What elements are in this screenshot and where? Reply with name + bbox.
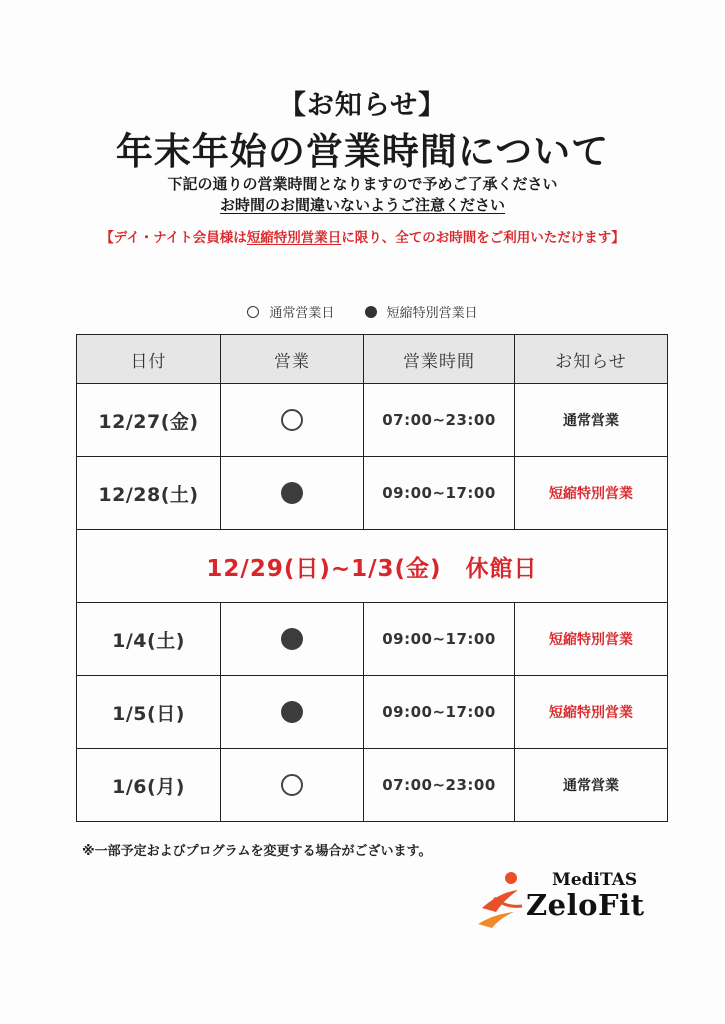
- filled-circle-icon: [281, 628, 303, 650]
- header-date: 日付: [77, 335, 221, 384]
- row-note: 短縮特別営業: [515, 603, 668, 676]
- logo-main-text: ZeloFit: [526, 888, 645, 922]
- row-note: 短縮特別営業: [515, 457, 668, 530]
- schedule-table: [76, 334, 668, 822]
- row-mark: [221, 603, 364, 676]
- member-notice-prefix: 【デイ・ナイト会員様は: [100, 230, 247, 246]
- table-header-row: [77, 335, 668, 384]
- row-date: 1/6(月): [77, 749, 221, 822]
- legend-open-label: 通常営業日: [269, 306, 335, 321]
- table-row: [77, 676, 668, 749]
- closed-period-text: 12/29(日)~1/3(金) 休館日: [77, 530, 668, 603]
- filled-circle-icon: [281, 701, 303, 723]
- row-hours: 09:00~17:00: [364, 457, 515, 530]
- page-title: 年末年始の営業時間について: [115, 130, 610, 173]
- row-hours: 07:00~23:00: [364, 749, 515, 822]
- table-row: [77, 384, 668, 457]
- subtitle-caution: お時間のお間違いないようご注意ください: [219, 196, 505, 214]
- legend: [0, 302, 725, 321]
- filled-circle-icon: [365, 306, 377, 318]
- closed-period-row: [77, 530, 668, 603]
- logo-top-text: MediTAS: [552, 870, 638, 890]
- row-hours: 09:00~17:00: [364, 603, 515, 676]
- member-notice: [0, 226, 725, 246]
- notice-heading: 【お知らせ】: [278, 90, 447, 121]
- row-date: 1/5(日): [77, 676, 221, 749]
- table-row: [77, 457, 668, 530]
- table-row: [77, 603, 668, 676]
- row-mark: [221, 384, 364, 457]
- header-status: 営業: [221, 335, 364, 384]
- open-circle-icon: [247, 306, 259, 318]
- subtitle: 下記の通りの営業時間となりますので予めご了承ください: [167, 175, 558, 193]
- footnote: ※一部予定およびプログラムを変更する場合がございます。: [82, 844, 432, 859]
- brand-logo: [474, 868, 674, 932]
- row-date: 1/4(土): [77, 603, 221, 676]
- row-note: 通常営業: [515, 749, 668, 822]
- row-mark: [221, 457, 364, 530]
- row-note: 短縮特別営業: [515, 676, 668, 749]
- header-hours: 営業時間: [364, 335, 515, 384]
- row-note: 通常営業: [515, 384, 668, 457]
- member-notice-highlight: 短縮特別営業日: [246, 230, 342, 246]
- open-circle-icon: [281, 409, 303, 431]
- row-mark: [221, 749, 364, 822]
- row-date: 12/28(土): [77, 457, 221, 530]
- table-row: [77, 749, 668, 822]
- runner-figure-icon: [474, 868, 530, 930]
- row-mark: [221, 676, 364, 749]
- legend-filled-label: 短縮特別営業日: [386, 306, 478, 321]
- row-hours: 09:00~17:00: [364, 676, 515, 749]
- row-hours: 07:00~23:00: [364, 384, 515, 457]
- filled-circle-icon: [281, 482, 303, 504]
- open-circle-icon: [281, 774, 303, 796]
- row-date: 12/27(金): [77, 384, 221, 457]
- header: [0, 86, 725, 216]
- member-notice-suffix: に限り、全てのお時間をご利用いただけます】: [341, 230, 625, 246]
- header-notice: お知らせ: [515, 335, 668, 384]
